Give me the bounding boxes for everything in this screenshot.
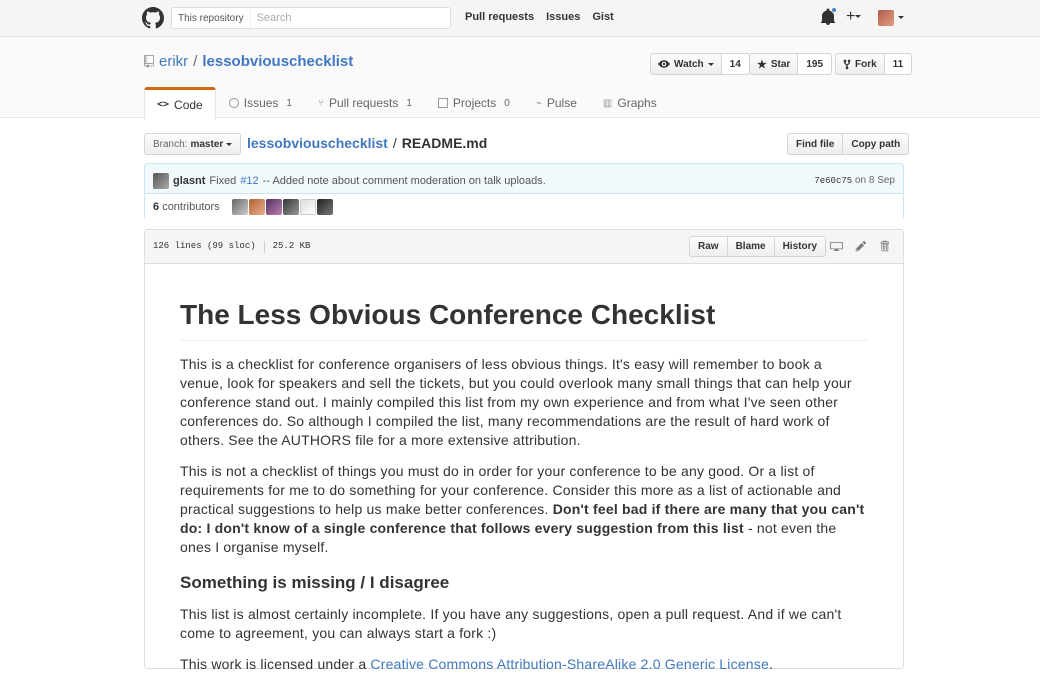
readme-bold-text: Don't feel bad if there are many that you can't do: I don't know of a single conference that follows every suggestion from this list (180, 500, 865, 536)
readme-paragraph (180, 462, 868, 557)
repo-title-separator: / (193, 53, 198, 70)
breadcrumb-separator: / (392, 135, 397, 151)
tab-issues-count: 1 (286, 97, 292, 109)
watch-chevron-down-icon (708, 63, 714, 66)
tab-graphs-label: Graphs (617, 96, 657, 110)
chevron-down-icon (855, 15, 861, 18)
pull-request-icon: ⑂ (317, 97, 324, 109)
tab-projects[interactable] (425, 87, 523, 118)
avatar-chevron-down-icon[interactable] (898, 16, 904, 19)
branch-value: master (190, 138, 224, 150)
contributors-row (145, 193, 903, 220)
site-header (0, 0, 1040, 37)
readme-paragraph: This list is almost certainly incomplete. If you have any suggestions, open a pull request. And if we can't come to agreement, you can always start a fork :) (180, 605, 842, 641)
notification-dot (831, 7, 837, 13)
eye-icon (658, 59, 670, 69)
star-icon: ★ (757, 58, 767, 71)
commit-tease (144, 163, 904, 220)
contributor-avatars (232, 199, 333, 215)
tab-pull-requests-count: 1 (406, 97, 412, 109)
breadcrumb-file: README.md (401, 135, 488, 151)
code-icon: <> (157, 99, 170, 110)
file-nav-actions (787, 133, 909, 155)
tab-code-label: Code (174, 97, 203, 112)
fork-count[interactable]: 11 (885, 53, 913, 75)
file-box (144, 229, 904, 672)
notifications-bell-icon[interactable] (821, 9, 835, 25)
contributor-avatar[interactable] (232, 199, 248, 215)
readme-title: The Less Obvious Conference Checklist (180, 298, 868, 341)
user-avatar[interactable] (878, 10, 894, 26)
copy-path-button[interactable]: Copy path (843, 133, 909, 155)
file-actions (689, 236, 826, 257)
repo-owner-link[interactable]: erikr (159, 53, 189, 70)
commit-message-prefix: Fixed (209, 175, 237, 187)
readme-body (145, 264, 903, 674)
readme-heading: Something is missing / I disagree (180, 572, 450, 592)
commit-message-suffix[interactable]: -- Added note about comment moderation on talk uploads. (262, 175, 546, 187)
readme-text: This is not a checklist of things you must do in order for your conference to be any good. Or a list of requirements for me to do something for your conference. Consider this more as a list of actionable and practical suggestions to help us make better conferences. (180, 462, 842, 517)
tab-code[interactable] (144, 87, 216, 119)
nav-issues[interactable]: Issues (546, 11, 581, 23)
blame-button[interactable]: Blame (728, 236, 775, 257)
contributor-avatar[interactable] (283, 199, 299, 215)
tab-projects-label: Projects (452, 96, 497, 110)
history-button[interactable]: History (775, 236, 826, 257)
file-icon-actions (830, 240, 890, 252)
star-group (749, 53, 832, 75)
fork-group (835, 53, 912, 75)
watch-count[interactable]: 14 (722, 53, 750, 75)
readme-text: . (768, 655, 774, 672)
pulse-icon: ⌁ (535, 97, 542, 109)
readme-text: - not even the ones I organise myself. (180, 519, 837, 555)
fork-button[interactable] (835, 53, 885, 75)
fork-icon (843, 59, 851, 70)
tab-issues-label: Issues (243, 96, 279, 110)
contributor-avatar[interactable] (317, 199, 333, 215)
pencil-icon[interactable] (855, 240, 867, 252)
issue-opened-icon (229, 98, 239, 108)
github-logo-icon[interactable] (142, 7, 164, 29)
commit-author-link[interactable]: glasnt (173, 175, 206, 187)
tab-pull-requests-label: Pull requests (328, 96, 399, 110)
contributor-avatar[interactable] (266, 199, 282, 215)
watch-group (650, 53, 750, 75)
tab-pull-requests[interactable] (305, 87, 425, 118)
breadcrumb (247, 135, 487, 151)
top-nav (465, 11, 614, 23)
create-new-button[interactable] (846, 8, 861, 26)
search-box (171, 7, 451, 29)
repo-name-link[interactable]: lessobviouschecklist (202, 53, 354, 70)
search-scope-label: This repository (172, 8, 251, 28)
branch-chevron-down-icon (226, 143, 232, 146)
star-count[interactable]: 195 (798, 53, 832, 75)
graph-icon: ▥ (602, 97, 613, 109)
nav-gist[interactable]: Gist (592, 11, 614, 23)
tab-pulse-label: Pulse (546, 96, 577, 110)
project-icon (438, 98, 448, 108)
file-info-divider (264, 241, 265, 253)
file-size: 25.2 KB (272, 241, 311, 251)
file-header (145, 230, 903, 264)
tab-pulse[interactable] (523, 87, 590, 118)
repo-icon (144, 55, 154, 68)
contributors-link[interactable] (153, 201, 220, 213)
find-file-button[interactable]: Find file (787, 133, 843, 155)
nav-pull-requests[interactable]: Pull requests (465, 11, 535, 23)
star-button[interactable] (749, 53, 798, 75)
tab-issues[interactable] (216, 87, 305, 118)
raw-button[interactable]: Raw (689, 236, 728, 257)
plus-icon: + (846, 8, 856, 25)
commit-author-avatar[interactable] (153, 173, 169, 189)
readme-text: This work is licensed under a (180, 655, 371, 672)
commit-issue-link[interactable]: #12 (240, 175, 259, 187)
breadcrumb-root-link[interactable]: lessobviouschecklist (247, 135, 388, 151)
repo-tabs (144, 87, 670, 118)
contributors-label: contributors (162, 201, 220, 213)
license-link[interactable]: Creative Commons Attribution-ShareAlike 2.0 Generic License (370, 655, 769, 672)
repo-title (144, 53, 353, 70)
file-lines: 126 lines (99 sloc) (153, 241, 256, 251)
branch-select-button[interactable] (144, 133, 241, 155)
watch-button[interactable] (650, 53, 722, 75)
search-input[interactable] (251, 12, 431, 24)
readme-paragraph: This is a checklist for conference organisers of less obvious things. It's easy will remember to book a venue, look for speakers and sell the tickets, but you could overlook many small things that can help your conference stand out. I mainly compiled this list from my own experience and from what I've seen other conferences do. So although I compiled the list, many recommendations are the result of hard work of others. See the AUTHORS file for a more extensive attribution. (180, 355, 852, 448)
file-info (153, 241, 310, 253)
branch-label: Branch: (153, 138, 188, 150)
repo-header (0, 37, 1040, 118)
tab-graphs[interactable] (590, 87, 670, 118)
commit-sha-link[interactable]: 7e60c75 (814, 176, 853, 186)
watch-label: Watch (674, 58, 704, 70)
contributor-avatar[interactable] (300, 199, 316, 215)
contributor-avatar[interactable] (249, 199, 265, 215)
tab-projects-count: 0 (504, 97, 510, 109)
fork-label: Fork (855, 58, 877, 70)
desktop-icon[interactable] (830, 240, 843, 252)
contributors-count: 6 (153, 201, 160, 213)
commit-date: on 8 Sep (854, 175, 895, 186)
trash-icon[interactable] (879, 240, 890, 252)
readme-paragraph (180, 655, 868, 674)
star-label: Star (770, 58, 791, 70)
commit-summary (153, 173, 546, 189)
commit-meta (814, 175, 895, 186)
